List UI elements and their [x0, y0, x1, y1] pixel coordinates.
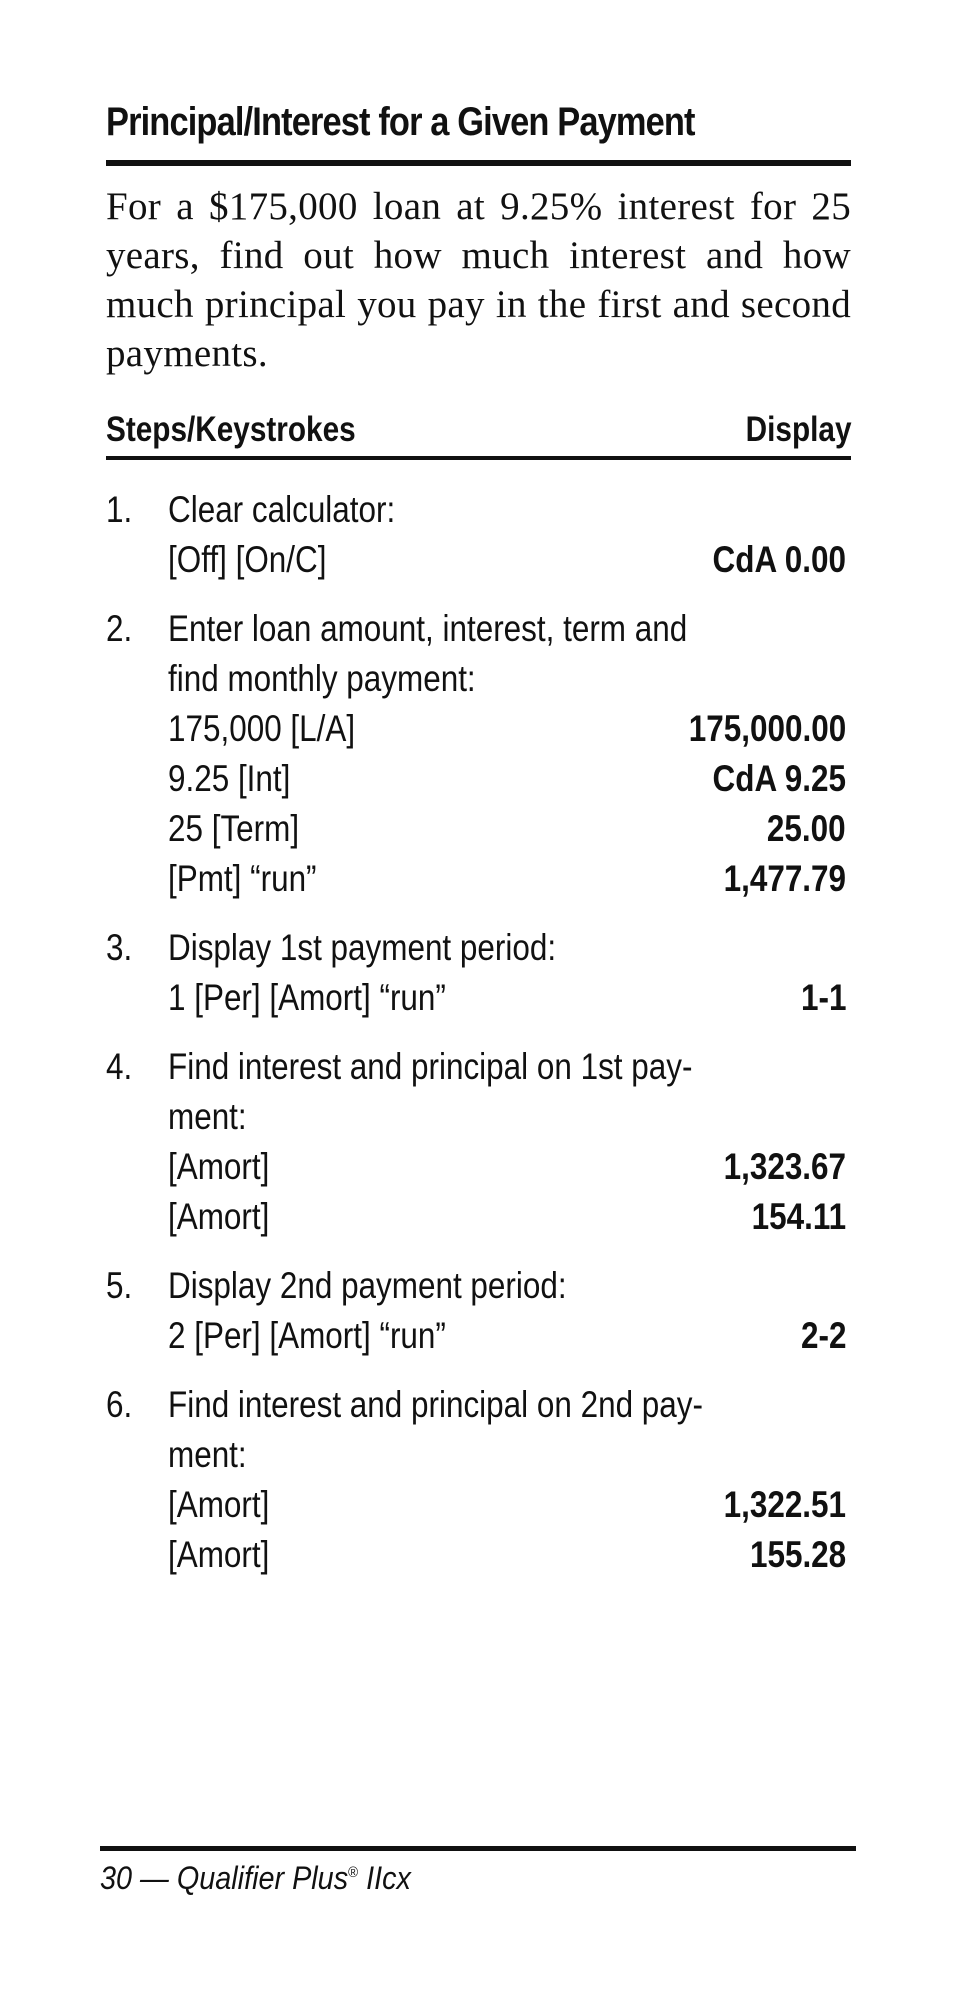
step-line	[106, 973, 851, 1023]
step-text: Find interest and principal on 2nd pay-	[168, 1384, 703, 1425]
product-name: Qualifier Plus	[176, 1860, 349, 1896]
step-line	[106, 535, 851, 585]
display-value: CdA 0.00	[712, 539, 846, 580]
step-line	[106, 1530, 851, 1580]
step-number: 6.	[106, 1384, 133, 1425]
keystroke-text: [Off] [On/C]	[168, 539, 327, 580]
keystroke-text: 25 [Term]	[168, 808, 300, 849]
step-2	[106, 604, 851, 904]
step-line	[106, 1430, 851, 1480]
step-line	[106, 1261, 851, 1311]
steps-column-header: Steps/Keystrokes	[106, 410, 356, 449]
keystroke-text: [Amort]	[168, 1196, 270, 1237]
step-text: ment:	[168, 1434, 247, 1475]
keystroke-text: 175,000 [L/A]	[168, 708, 356, 749]
step-line	[106, 1042, 851, 1092]
keystroke-text: [Amort]	[168, 1484, 270, 1525]
column-header-rule	[106, 456, 851, 460]
section-title: Principal/Interest for a Given Payment	[106, 100, 695, 144]
title-rule	[106, 160, 851, 166]
step-number: 5.	[106, 1265, 133, 1306]
step-line	[106, 1142, 851, 1192]
step-line	[106, 1311, 851, 1361]
keystroke-text: [Amort]	[168, 1146, 270, 1187]
display-value: 25.00	[767, 808, 846, 849]
step-text: Find interest and principal on 1st pay-	[168, 1046, 693, 1087]
step-text: Clear calculator:	[168, 489, 396, 530]
step-4	[106, 1042, 851, 1242]
step-number: 1.	[106, 489, 133, 530]
display-value: 1,477.79	[723, 858, 846, 899]
page-footer	[100, 1860, 411, 1897]
step-line	[106, 1480, 851, 1530]
step-line	[106, 923, 851, 973]
display-value: 1,322.51	[723, 1484, 846, 1525]
display-value: 2-2	[800, 1315, 846, 1356]
step-text: Display 1st payment period:	[168, 927, 557, 968]
keystroke-text: [Pmt] “run”	[168, 858, 317, 899]
step-line	[106, 1380, 851, 1430]
step-number: 2.	[106, 608, 133, 649]
step-line	[106, 704, 851, 754]
step-number: 4.	[106, 1046, 133, 1087]
display-column-header: Display	[745, 410, 851, 449]
step-3	[106, 923, 851, 1023]
display-value: 1-1	[800, 977, 846, 1018]
step-5	[106, 1261, 851, 1361]
keystroke-text: 1 [Per] [Amort] “run”	[168, 977, 446, 1018]
footer-rule	[100, 1846, 856, 1851]
model-name: IIcx	[366, 1860, 411, 1896]
keystroke-text: [Amort]	[168, 1534, 270, 1575]
step-line	[106, 854, 851, 904]
keystroke-text: 2 [Per] [Amort] “run”	[168, 1315, 446, 1356]
display-value: 154.11	[751, 1196, 846, 1237]
registered-mark: ®	[348, 1864, 359, 1881]
step-number: 3.	[106, 927, 133, 968]
step-line	[106, 485, 851, 535]
intro-paragraph: For a $175,000 loan at 9.25% interest for 25 years, find out how much interest and how much principal you pay in the first and second payments.	[106, 185, 851, 375]
display-value: CdA 9.25	[712, 758, 846, 799]
step-line	[106, 804, 851, 854]
step-line	[106, 1092, 851, 1142]
step-line	[106, 754, 851, 804]
display-value: 175,000.00	[688, 708, 846, 749]
steps-list	[106, 485, 851, 1599]
step-text: Display 2nd payment period:	[168, 1265, 567, 1306]
step-text: ment:	[168, 1096, 247, 1137]
display-value: 155.28	[749, 1534, 846, 1575]
step-line	[106, 1192, 851, 1242]
step-6	[106, 1380, 851, 1580]
footer-separator: —	[140, 1860, 169, 1896]
step-text: find monthly payment:	[168, 658, 476, 699]
column-headers	[106, 410, 851, 454]
step-line	[106, 654, 851, 704]
keystroke-text: 9.25 [Int]	[168, 758, 291, 799]
step-text: Enter loan amount, interest, term and	[168, 608, 688, 649]
step-1	[106, 485, 851, 585]
page-number: 30	[100, 1860, 133, 1896]
display-value: 1,323.67	[723, 1146, 846, 1187]
step-line	[106, 604, 851, 654]
